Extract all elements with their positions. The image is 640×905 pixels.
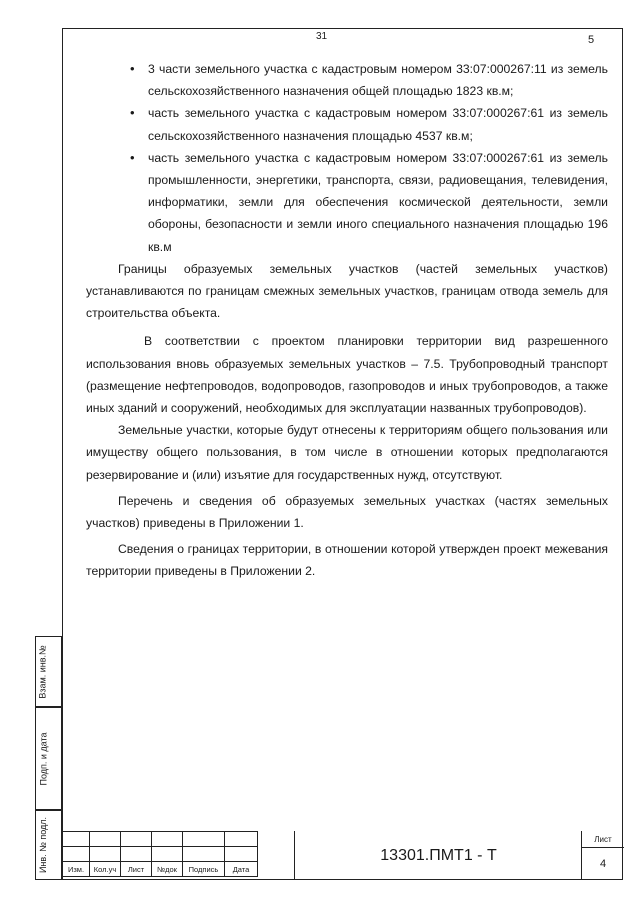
document-code: 13301.ПМТ1 - Т (294, 831, 582, 880)
side-label-vzam: Взам. инв.№ (38, 644, 49, 699)
revision-table (62, 831, 258, 877)
side-label-podp: Подп. и дата (38, 731, 49, 786)
bullet-text: часть земельного участка с кадастровым номером 33:07:000267:61 из земель сельскохозяйственного назначения площадью 4537 кв.м; (148, 106, 608, 143)
col-list: Лист (121, 862, 152, 877)
sheet-label: Лист (594, 835, 612, 844)
paragraph: Земельные участки, которые будут отнесены к территориям общего пользования или имуществу общего пользования, в том числе в отношении которых предполагаются резервирование и (или) изъятие для государственных нужд, отсутствуют. (86, 423, 608, 482)
paragraph: Сведения о границах территории, в отношении которой утвержден проект межевания территории приведены в Приложении 2. (86, 542, 608, 579)
sheet-number: 4 (599, 858, 607, 870)
paragraph: Перечень и сведения об образуемых земельных участках (частях земельных участков) приведены в Приложении 1. (86, 493, 608, 531)
paragraph: В соответствии с проектом планировки территории вид разрешенного использования вновь образуемых земельных участков – 7.5. Трубопроводный транспорт (размещение нефтепроводов, водопроводов, газопроводов и иных трубопроводов, а также иных зданий и сооружений, необходимых для эксплуатации названных трубопроводов). (86, 334, 608, 416)
right-page-number: 5 (588, 34, 595, 46)
title-block (62, 831, 623, 880)
paragraph: Границы образуемых земельных участков (частей земельных участков) устанавливаются по границам смежных земельных участков, границам отвода земель для строительства объекта. (86, 261, 608, 321)
col-izm: Изм. (63, 862, 90, 877)
bullet-icon: • (130, 105, 135, 121)
center-page-number: 31 (316, 31, 328, 42)
bullet-text: 3 части земельного участка с кадастровым номером 33:07:000267:11 из земель сельскохозяйственного назначения общей площадью 1823 кв.м; (148, 62, 608, 99)
side-label-inv: Инв. № подл. (38, 816, 48, 874)
bullet-text: часть земельного участка с кадастровым номером 33:07:000267:61 из земель промышленности, энергетики, транспорта, связи, радиовещания, телевидения, информатики, земли для обеспечения космической деятельности, земли обороны, безопасности и земли иного специального назначения площадью 196 кв.м (148, 150, 608, 254)
bullet-icon: • (130, 61, 135, 76)
col-podpis: Подпись (183, 862, 225, 877)
list-item (86, 58, 608, 102)
col-ndok: №док (152, 862, 183, 877)
sheet-cell (581, 831, 624, 880)
col-data: Дата (225, 862, 258, 877)
document-body (86, 58, 608, 583)
col-kol: Кол.уч (90, 862, 121, 877)
bullet-icon: • (130, 149, 135, 165)
list-item (86, 102, 608, 146)
list-item (86, 147, 608, 258)
